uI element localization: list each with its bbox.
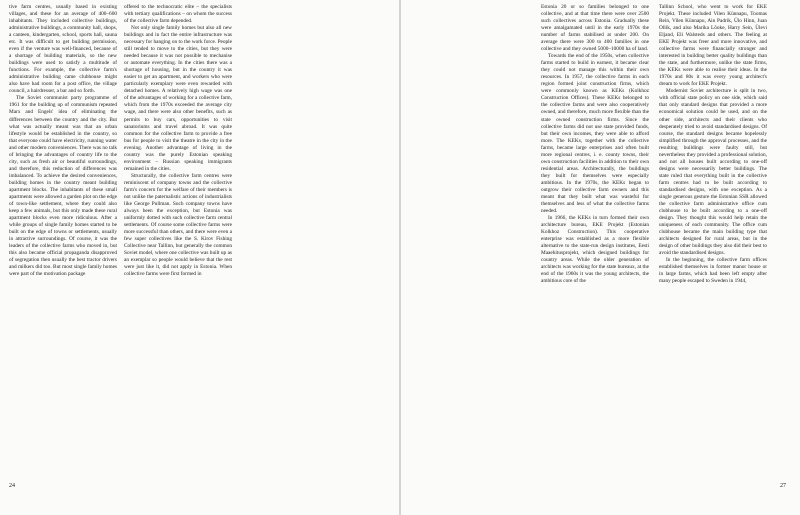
- page-number-right: 27: [780, 483, 786, 489]
- paragraph: offered to the technocratic elite – the specialists with tertiary qualifications – on whom the success of the collective farm depended.: [124, 4, 232, 25]
- paragraph: In the beginning, the collective farm offices established themselves in former manor house or in large farms, which had been left empty after many people escaped to Sweden in 1944,: [659, 257, 767, 285]
- paragraph: Towards the end of the 1950s, when collective farms started to build in earnest, it became clear they could not manage this within their own resources. In 1957, the collective farms in each region formed joint construction firms, which were commonly known as KEKs (Kolkhoz Construction Offices). These KEKs belonged to the collective farms and were also cooperatively owned, and therefore, much more flexible than the state owned construction firms. Since the collective farms did not use state provided funds, but their own incomes, they were able to afford more. The KEKs, together with the collective farms, became large enterprises and often built more regional centres, i. e. county towns, their own construction facilities in addition to their own residential areas. Architecturally, the buildings they built for themselves were especially ambitious. In the 1970s, the KEKs began to outgrow their collective farm owners and this meant that they built what was wasteful for themselves and less of what the collective farms needed.: [541, 53, 649, 214]
- left-page: [0, 0, 399, 515]
- text-column-1: [9, 4, 117, 474]
- paragraph: tive farm centres, usually based in existing villages, and these for an average of 400–600 inhabitants. They included collective buildings, administrative buildings, a community hall, shops, a canteen, kindergarten, school, sports hall, sauna etc. It was difficult to get building permission, even if the venture was well-financed, because of a shortage of building materials, so the new buildings were used to satisfy a multitude of functions. For example, the collective farm's administrative building came clubhouse might also have had room for a post office, the village council, a hairdresser, a bar and so forth.: [9, 4, 117, 95]
- paragraph: The Soviet communist party programme of 1961 for the building up of communism repeated Marx and Engels' idea of eliminating the differences between the country and the city. But what was actually meant was that an urban lifestyle would be established in the country, so that everyone could have electricity, running water and other modern conveniences. There was no talk of bringing the advantages of country life to the city, such as fresh air or beautiful surroundings, and therefore, this reduction of differences was imbalanced. To achieve the desired conveniences, building homes in the country meant building apartment blocks. The inhabitants of these small apartments were allowed a garden plot on the edge of town-like settlement, where they could also keep a few animals, but this only made these rural apartment blocks even more ridiculous. After a while groups of single family homes started to be built on the edge of towns or settlements, usually in attractive surroundings. Of course, it was the leaders of the collective farms who moved in, but this also became official propaganda disapproved of segregation then usually the best tractor drivers and milkers did too. But most single family homes were part of the motivation package: [9, 95, 117, 278]
- paragraph: Tallinn School, who went to work for EKE Projekt. These included Vilen Künnapu, Toomas Rein, Vilen Künnapu, Ain Padrik, Ülo Hinn, Juan Ollik, and also Marika Lõoke, Harry Sein, Ülevi Eljand, Eli Walsteds and others. The feeling at EKE Projekt was freer and more innovative, and collective farms were financially stronger and interested in building better quality buildings than the state, and furthermore, unlike the state firms, the KEKs were able to realise their ideas. In the 1970s and 80s it was every young architect's dream to work for EKE Projekt.: [659, 4, 767, 88]
- paragraph: Modernist Soviet architecture is split in two, with official state policy on one side, which said that only standard designs that provided a more economical solution could be used, and on the other side, architects and their clients who desperately tried to avoid standardised designs. Of course, the standard designs became hopelessly simplified through the approval processes, and the resulting buildings were faulty still, but nevertheless they provided a professional solution, and not all houses built according to one-off designs were necessarily better buildings. The state ruled that everything built in the collective farm centres had to be built according to standardised designs, with one exception. As a single generous gesture the Estonian SSR allowed the collective farm administrative office cum clubhouse to be built according to a one-off design. They thought this would help retain the uniqueness of each community. The office cum clubhouse became the main building type that architects designed for rural areas, but in the design of other buildings they also did their best to avoid the standardised designs.: [659, 88, 767, 257]
- paragraph: Not only single family homes but also all new buildings and in fact the entire infrastructure was necessary for hanging on to the work force. People still tended to move to the cities, but they were needed because it was not possible to mechanise or automate everything. In the cities there was a shortage of housing, but in the country it was easier to get an apartment, and workers who were particularly exemplary were even rewarded with detached homes. A relatively high wage was one of the advantages of working for a collective farm, which from the 1970s exceeded the average city wage, and there were also other benefits, such as permits to buy cars, opportunities to visit sanatoriums and travel abroad. It was quite common for the collective farm to provide a free bus for people to visit the theatre in the city in the evening. Another advantage of living in the country was the purely Estonian speaking environment – Russian speaking immigrants remained in the cities.: [124, 25, 232, 172]
- paragraph: In 1966, the KEKs in turn formed their own architecture bureau, EKE Projekt (Estonian Kolkhoz Construction). This cooperative enterprise was established as a more flexible alternative to the state-run design institutes, Eesti Maaehitusprojekt, which designed buildings for country areas. While the older generation of architects was working for the state bureaux, at the end of the 1960s it was the young architects, the ambitious core of the: [541, 214, 649, 285]
- paragraph: Structurally, the collective farm centres were reminiscent of company towns and the collective farm's concern for the welfare of their members is not unlike the paternalistic actions of industrialists like George Pullman. Such company towns have always been the exception, but Estonia was uniformly dotted with such collective farm central settlements. Of course some collective farms were more successful than others, and there were even a few super collectives like the S. Kirov Fishing Collective near Tallinn, but generally the common Soviet model, where one collective was built up as an exemplar so people would believe that the rest were just like it, did not apply in Estonia. When collective farms were first formed in: [124, 172, 232, 278]
- page-number-left: 24: [9, 483, 15, 489]
- paragraph: Estonia 20 or so families belonged to one collective, and at that time there were over 2500 such collectives across Estonia. Gradually these were amalgamated until in the early 1970s the number of farms stabilised at under 200. On average there were 300 to 400 families in one collective and they owned 5000–10000 ha of land.: [541, 4, 649, 53]
- text-column-3: [541, 4, 649, 474]
- text-column-4: [659, 4, 767, 474]
- text-column-2: [124, 4, 232, 474]
- right-page: [401, 0, 800, 515]
